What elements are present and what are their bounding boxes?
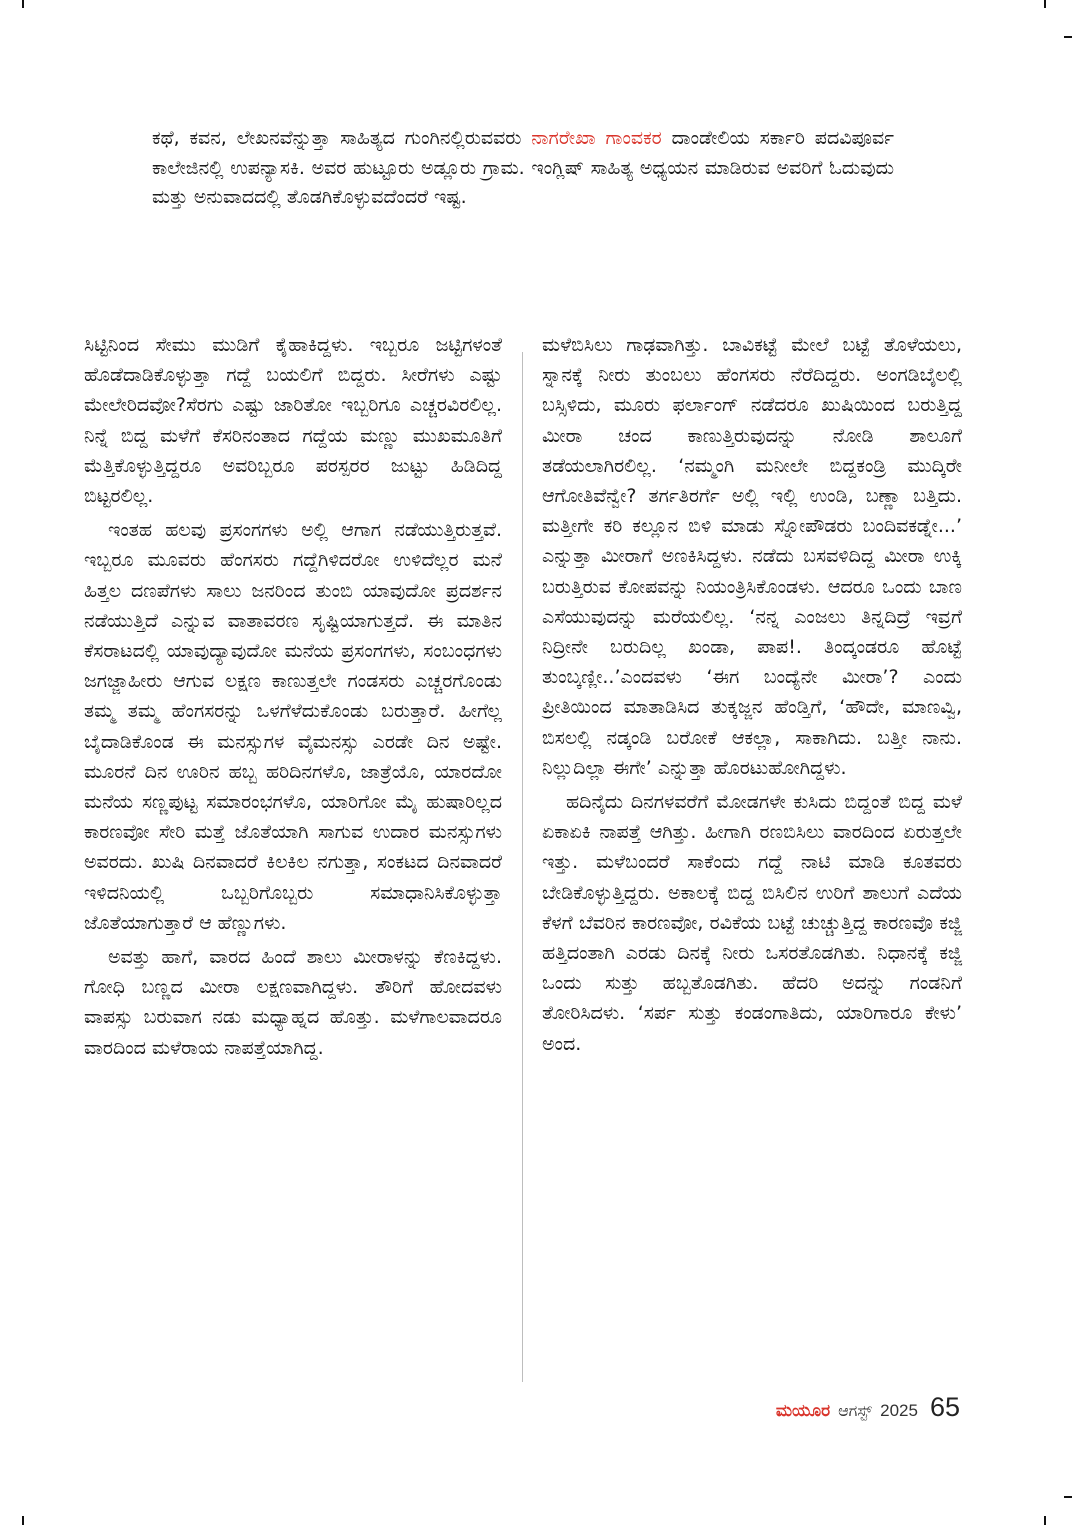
crop-mark-bottom-right [1044,1516,1046,1525]
issue-month: ಆಗಸ್ಟ್ [838,1401,873,1420]
paragraph: ಅವತ್ತು ಹಾಗೆ, ವಾರದ ಹಿಂದೆ ಶಾಲು ಮೀರಾಳನ್ನು ಕೆಣಕಿದ್ದಳು. ಗೋಧಿ ಬಣ್ಣದ ಮೀರಾ ಲಕ್ಷಣವಾಗಿದ್ದಳು. ತೌರಿಗೆ ಹೋದವಳು ವಾಪಸ್ಸು ಬರುವಾಗ ನಡು ಮಧ್ಯಾಹ್ನದ ಹೊತ್ತು. ಮಳೆಗಾಲವಾದರೂ ವಾರದಿಂದ ಮಳೆರಾಯ ನಾಪತ್ತೆಯಾಗಿದ್ದ. [84,946,502,1059]
page-footer [776,1392,960,1428]
crop-mark-top-right [1044,0,1046,8]
author-name: ನಾಗರೇಖಾ ಗಾಂವಕರ [531,127,662,149]
issue-year: 2025 [880,1401,918,1420]
left-column [84,330,502,1063]
crop-mark-top-left [22,0,24,8]
author-bio-intro: ಕಥೆ, ಕವನ, ಲೇಖನವೆನ್ನುತ್ತಾ ಸಾಹಿತ್ಯದ ಗುಂಗಿನಲ್ಲಿರುವವರು [152,127,532,149]
crop-mark-right-lower [1064,1496,1072,1498]
magazine-name: ಮಯೂರ [775,1401,831,1421]
paragraph: ಹದಿನೈದು ದಿನಗಳವರೆಗೆ ಮೋಡಗಳೇ ಕುಸಿದು ಬಿದ್ದಂತೆ ಬಿದ್ದ ಮಳೆ ಏಕಾಏಕಿ ನಾಪತ್ತೆ ಆಗಿತ್ತು. ಹೀಗಾಗಿ ರಣಬಿಸಿಲು ವಾರದಿಂದ ಏರುತ್ತಲೇ ಇತ್ತು. ಮಳೆಬಂದರೆ ಸಾಕೆಂದು ಗದ್ದೆ ನಾಟಿ ಮಾಡಿ ಕೂತವರು ಬೇಡಿಕೊಳ್ಳುತ್ತಿದ್ದರು. ಅಕಾಲಕ್ಕೆ ಬಿದ್ದ ಬಿಸಿಲಿನ ಉರಿಗೆ ಶಾಲುಗೆ ಎದೆಯ ಕೆಳಗೆ ಬೆವರಿನ ಕಾರಣವೋ, ರವಿಕೆಯ ಬಟ್ಟೆ ಚುಚ್ಚುತ್ತಿದ್ದ ಕಾರಣವೊ ಕಜ್ಜಿ ಹತ್ತಿದಂತಾಗಿ ಎರಡು ದಿನಕ್ಕೆ ನೀರು ಒಸರತೊಡಗಿತು. ನಿಧಾನಕ್ಕೆ ಕಜ್ಜಿ ಒಂದು ಸುತ್ತು ಹಬ್ಬತೊಡಗಿತು. ಹೆದರಿ ಅದನ್ನು ಗಂಡನಿಗೆ ತೋರಿಸಿದಳು. ‘ಸರ್ಪ ಸುತ್ತು ಕಂಡಂಗಾತಿದು, ಯಾರಿಗಾರೂ ಕೇಳು’ ಅಂದ. [542,791,962,1055]
author-bio [152,124,894,213]
paragraph: ಮಳೆಬಿಸಿಲು ಗಾಢವಾಗಿತ್ತು. ಬಾವಿಕಟ್ಟೆ ಮೇಲೆ ಬಟ್ಟೆ ತೊಳೆಯಲು, ಸ್ನಾನಕ್ಕೆ ನೀರು ತುಂಬಲು ಹೆಂಗಸರು ನೆರೆದಿದ್ದರು. ಅಂಗಡಿಬೈಲಲ್ಲಿ ಬಸ್ಸಿಳಿದು, ಮೂರು ಫರ್ಲಾಂಗ್ ನಡೆದರೂ ಖುಷಿಯಿಂದ ಬರುತ್ತಿದ್ದ ಮೀರಾ ಚಂದ ಕಾಣುತ್ತಿರುವುದನ್ನು ನೋಡಿ ಶಾಲೂಗೆ ತಡೆಯಲಾಗಿರಲಿಲ್ಲ. ‘ನಮ್ಮಂಗಿ ಮನೀಲೇ ಬಿದ್ದಕಂಡ್ರಿ ಮುದ್ಕಿರೇ ಆಗೋತಿವೆನ್ವೇ? ತರ್ಗತಿರರ್ಗೆ ಅಲ್ಲಿ ಇಲ್ಲಿ ಉಂಡಿ, ಬಣ್ಣಾ ಬತ್ತಿದು. ಮತ್ತೀಗೇ ಕರಿ ಕಲ್ಲೂನ ಬಿಳಿ ಮಾಡು ಸ್ನೋಪೌಡರು ಬಂದಿವಕಡ್ನೇ...’ ಎನ್ನುತ್ತಾ ಮೀರಾಗೆ ಅಣಕಿಸಿದ್ದಳು. ನಡೆದು ಬಸವಳಿದಿದ್ದ ಮೀರಾ ಉಕ್ಕಿ ಬರುತ್ತಿರುವ ಕೋಪವನ್ನು ನಿಯಂತ್ರಿಸಿಕೊಂಡಳು. ಆದರೂ ಒಂದು ಬಾಣ ಎಸೆಯುವುದನ್ನು ಮರೆಯಲಿಲ್ಲ. ‘ನನ್ನ ಎಂಜಲು ತಿನ್ನದಿದ್ರೆ ಇವ್ರಗೆ ನಿದ್ರೀನೇ ಬರುದಿಲ್ಲ ಖಂಡಾ, ಪಾಪ!. ತಿಂದ್ಕಂಡರೂ ಹೊಟ್ಟೆ ತುಂಬ್ಕಣ್ಲೀ..’ಎಂದವಳು ‘ಈಗ ಬಂದ್ಯೆನೇ ಮೀರಾ’? ಎಂದು ಪ್ರೀತಿಯಿಂದ ಮಾತಾಡಿಸಿದ ತುಕ್ಕಜ್ಜನ ಹೆಂಡ್ತಿಗೆ, ‘ಹೌದೇ, ಮಾಣವ್ವಿ, ಬಿಸಲಲ್ಲಿ ನಡ್ಕಂಡಿ ಬರೋಕೆ ಆಕಲ್ಲಾ, ಸಾಕಾಗಿದು. ಬತ್ತೀ ನಾನು. ನಿಲ್ಲುದಿಲ್ಲಾ ಈಗೇ’ ಎನ್ನುತ್ತಾ ಹೊರಟುಹೋಗಿದ್ದಳು. [542,334,962,779]
crop-mark-right-upper [1064,36,1072,38]
crop-mark-bottom-left [22,1516,24,1525]
paragraph: ಸಿಟ್ಟಿನಿಂದ ಸೇಮು ಮುಡಿಗೆ ಕೈಹಾಕಿದ್ದಳು. ಇಬ್ಬರೂ ಜಟ್ಟಿಗಳಂತೆ ಹೊಡೆದಾಡಿಕೊಳ್ಳುತ್ತಾ ಗದ್ದೆ ಬಯಲಿಗೆ ಬಿದ್ದರು. ಸೀರೆಗಳು ಎಷ್ಟು ಮೇಲೇರಿದವೋ?ಸೆರಗು ಎಷ್ಟು ಜಾರಿತೋ ಇಬ್ಬರಿಗೂ ಎಚ್ಚರವಿರಲಿಲ್ಲ. ನಿನ್ನೆ ಬಿದ್ದ ಮಳೆಗೆ ಕೆಸರಿನಂತಾದ ಗದ್ದೆಯ ಮಣ್ಣು ಮುಖಮೂತಿಗೆ ಮೆತ್ತಿಕೊಳ್ಳುತ್ತಿದ್ದರೂ ಅವರಿಬ್ಬರೂ ಪರಸ್ಪರರ ಜುಟ್ಟು ಹಿಡಿದಿದ್ದ ಬಿಟ್ಟರಲಿಲ್ಲ. [84,334,502,508]
page-number: 65 [929,1392,960,1422]
column-divider [522,352,523,1382]
paragraph: ಇಂತಹ ಹಲವು ಪ್ರಸಂಗಗಳು ಅಲ್ಲಿ ಆಗಾಗ ನಡೆಯುತ್ತಿರುತ್ತವೆ. ಇಬ್ಬರೂ ಮೂವರು ಹೆಂಗಸರು ಗದ್ದೆಗಿಳಿದರೋ ಉಳಿದೆಲ್ಲರ ಮನೆ ಹಿತ್ತಲ ದಣಪೆಗಳು ಸಾಲು ಜನರಿಂದ ತುಂಬಿ ಯಾವುದೋ ಪ್ರದರ್ಶನ ನಡೆಯುತ್ತಿದೆ ಎನ್ನುವ ವಾತಾವರಣ ಸೃಷ್ಟಿಯಾಗುತ್ತದೆ. ಈ ಮಾತಿನ ಕೆಸರಾಟದಲ್ಲಿ ಯಾವುದ್ಯಾವುದೋ ಮನೆಯ ಪ್ರಸಂಗಗಳು, ಸಂಬಂಧಗಳು ಜಗಜ್ಜಾಹೀರು ಆಗುವ ಲಕ್ಷಣ ಕಾಣುತ್ತಲೇ ಗಂಡಸರು ಎಚ್ಚರಗೊಂಡು ತಮ್ಮ ತಮ್ಮ ಹೆಂಗಸರನ್ನು ಒಳಗೆಳೆದುಕೊಂಡು ಬರುತ್ತಾರೆ. ಹೀಗೆಲ್ಲ ಬೈದಾಡಿಕೊಂಡ ಈ ಮನಸ್ಸುಗಳ ವೈಮನಸ್ಸು ಎರಡೇ ದಿನ ಅಷ್ಟೇ. ಮೂರನೆ ದಿನ ಊರಿನ ಹಬ್ಬ ಹರಿದಿನಗಳೊ, ಜಾತ್ರೆಯೊ, ಯಾರದೋ ಮನೆಯ ಸಣ್ಣಪುಟ್ಟ ಸಮಾರಂಭಗಳೊ, ಯಾರಿಗೋ ಮೈ ಹುಷಾರಿಲ್ಲದ ಕಾರಣವೋ ಸೇರಿ ಮತ್ತೆ ಜೊತೆಯಾಗಿ ಸಾಗುವ ಉದಾರ ಮನಸ್ಸುಗಳು ಅವರದು. ಖುಷಿ ದಿನವಾದರೆ ಕಿಲಕಿಲ ನಗುತ್ತಾ, ಸಂಕಟದ ದಿನವಾದರೆ ಇಳಿದನಿಯಲ್ಲಿ ಒಬ್ಬರಿಗೊಬ್ಬರು ಸಮಾಧಾನಿಸಿಕೊಳ್ಳುತ್ತಾ ಜೊತೆಯಾಗುತ್ತಾರೆ ಆ ಹೆಣ್ಣುಗಳು. [84,519,502,934]
right-column [542,330,962,1059]
author-bio-details: ದಾಂಡೇಲಿಯ ಸರ್ಕಾರಿ ಪದವಿಪೂರ್ವ ಕಾಲೇಜಿನಲ್ಲಿ ಉಪನ್ಯಾಸಕಿ. ಅವರ ಹುಟ್ಟೂರು ಅಡ್ಲೂರು ಗ್ರಾಮ. ಇಂಗ್ಲಿಷ್ ಸಾಹಿತ್ಯ ಅಧ್ಯಯನ ಮಾಡಿರುವ ಅವರಿಗೆ ಓದುವುದು ಮತ್ತು ಅನುವಾದದಲ್ಲಿ ತೊಡಗಿಕೊಳ್ಳುವದೆಂದರೆ ಇಷ್ಟ. [152,127,894,208]
